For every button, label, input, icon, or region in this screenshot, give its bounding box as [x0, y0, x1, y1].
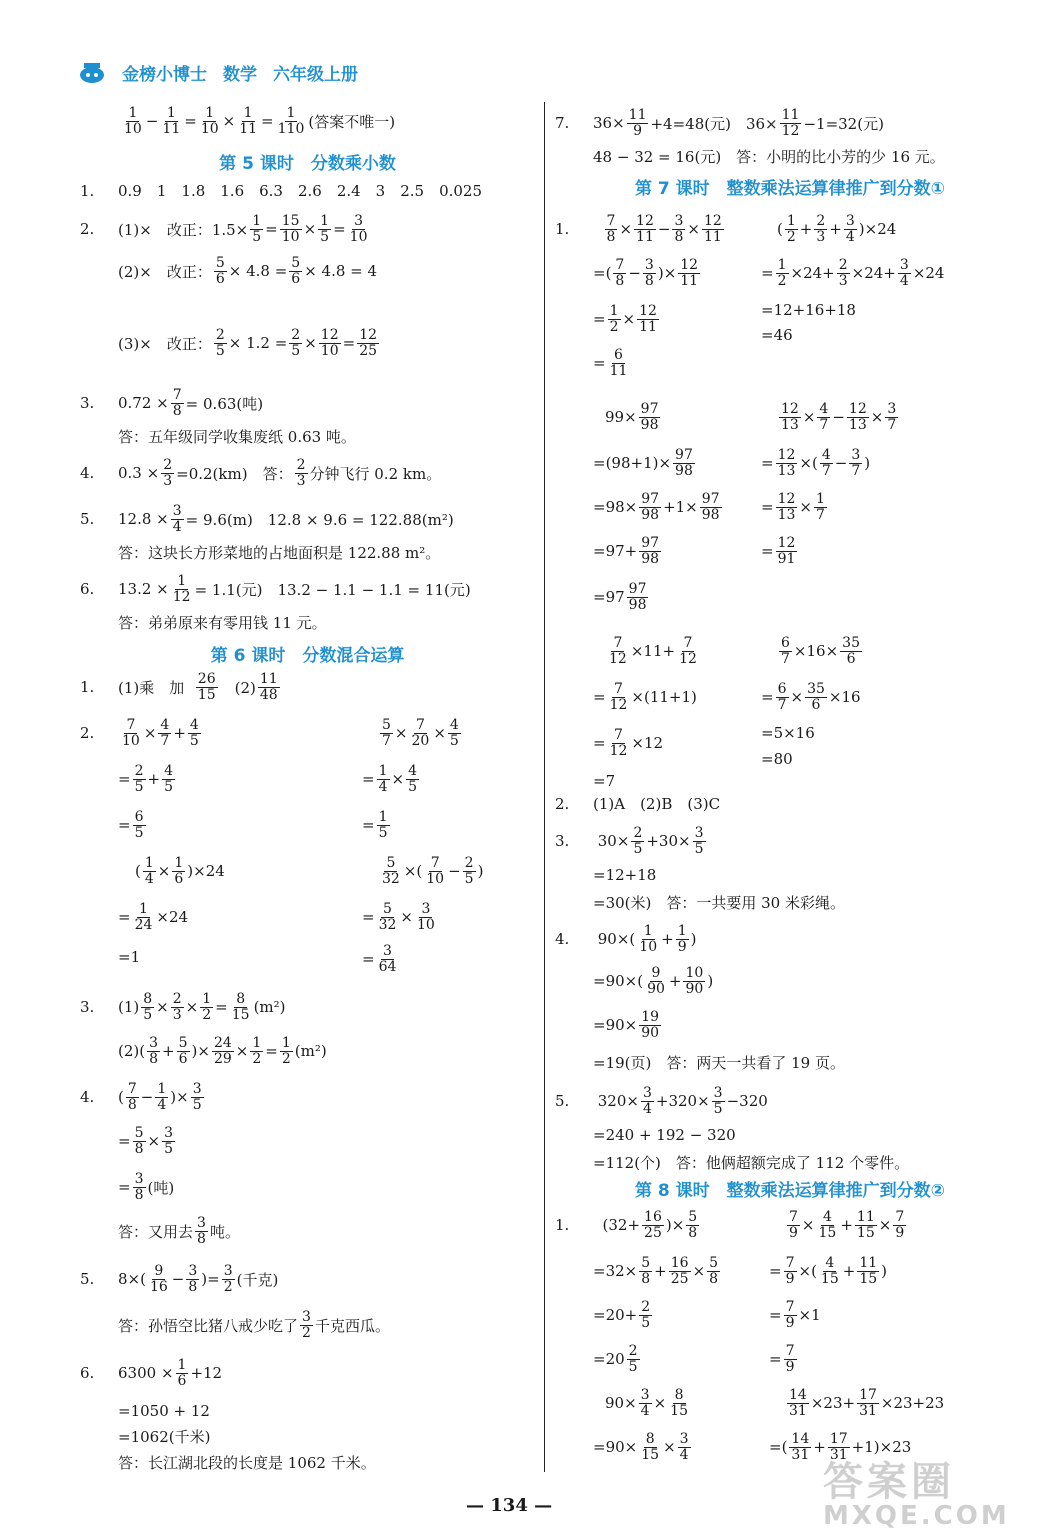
q5-5-ans: 答：这块长方形菜地的占地面积是 122.88 m²。: [118, 544, 441, 562]
grade-name: 六年级上册: [273, 64, 358, 85]
q6-5-ans: 答：孙悟空比猪八戒少吃了 $\frac{3}{2}$ 千克西瓜。: [118, 1309, 390, 1341]
q5-6-ans: 答：弟弟原来有零用钱 11 元。: [118, 614, 327, 632]
q5-2-3: (3)× 改正： $\frac{2}{5}$ × 1.2 = $\frac{2}{5}$ × $\frac{12}{10}$ = $\frac{12}{25}$: [118, 327, 378, 359]
page-number: — 134 —: [466, 1495, 553, 1516]
q5-3-ans: 答：五年级同学收集废纸 0.63 吨。: [118, 428, 356, 446]
answer-page: 金榜小博士 数学 六年级上册 $\frac{1}{10}$ − $\frac{1}{11}$ = $\frac{1}{10}$ × $\frac{1}{11}$ = $\frac{1}{110}$ (答案不唯一) 第 5 课时 分数乘小数 1. 0.9 1 1.8 1.6 6.3 2.6 2.4 3 2.5 0.025 2. (1)× 改正：1.5× $\frac{1}{5}$ = $\frac{15}{10}$ × $\frac{1}{5}$ = $\frac{3}{10}$ (2)× 改正： $\frac{5}{6}$ × 4.8 = $\frac{5}{6}$ × 4.8 = 4 (3)× 改正： $\frac{2}{5}$ × 1.2 = $\frac{2}{5}$ × $\frac{12}{10}$ = $\frac{12}{25}$ 3. 0.72 × $\frac{7}{8}$ = 0.63(吨) 答：五年级同学收集废纸 0.63 吨。 4. 0.3 × $\frac{2}{3}$ =0.2(km) 答： $\frac{2}{3}$ 分钟飞行 0.2 km。 5. 12.8 × $\frac{3}{4}$ = 9.6(m) 12.8 × 9.6 = 122.88(m²) 答：这块长方形菜地的占地面积是 122.88 m²。 6. 13.2 × $\frac{1}{12}$ = 1.1(元) 13.2 − 1.1 − 1.1 = 11(元) 答：弟弟原来有零用钱 11 元。 第 6 课时 分数混合运算 1. (1)乘 加 $\frac{26}{15}$ (2) $\frac{11}{48}$ 2. $\frac{7}{10}$ × $\frac{4}{7}$ + $\frac{4}{5}$ $\frac{5}{7}$ × $\frac{7}{20}$ × $\frac{4}{5}$ = $\frac{2}{5}$ + $\frac{4}{5}$ = $\frac{1}{4}$ × $\frac{4}{5}$ = $\frac{6}{5}$ = $\frac{1}{5}$ ( $\frac{1}{4}$ × $\frac{1}{6}$ )×24 $\frac{5}{32}$ ×( $\frac{7}{10}$ − $\frac{2}{5}$ ) = $\frac{1}{24}$ ×24 = $\frac{5}{32}$ × $\frac{3}{10}$ =1 = $\frac{3}{64}$ 3. (1) $\frac{8}{5}$ × $\frac{2}{3}$ × $\frac{1}{2}$ = $\frac{8}{15}$ (m²) (2)( $\frac{3}{8}$ + $\frac{5}{6}$ )× $\frac{24}{29}$ × $\frac{1}{2}$ = $\frac{1}{2}$ (m²) 4. ( $\frac{7}{8}$ − $\frac{1}{4}$ )× $\frac{3}{5}$ = $\frac{5}{8}$ × $\frac{3}{5}$ = $\frac{3}{8}$ (吨) 答：又用去 $\frac{3}{8}$ 吨。 5. 8×( $\frac{9}{16}$ − $\frac{3}{8}$ )= $\frac{3}{2}$ (千克) 答：孙悟空比猪八戒少吃了 $\frac{3}{2}$ 千克西瓜。 6. 6300 × $\frac{1}{6}$ +12 =1050 + 12 =1062(千米) 答：长江湖北段的长度是 1062 千米。 7. 36× $\frac{11}{9}$ +4=48(元) 36× $\frac{11}{12}$ −1=32(元) 48 − 32 = 16(元) 答：小明的比小芳的少 16 元。 第 7 课时 整数乘法运算律推广到分数① 1. $\frac{7}{8}$ × $\frac{12}{11}$ − $\frac{3}{8}$ × $\frac{12}{11}$ ( $\frac{1}{2}$ + $\frac{2}{3}$ + $\frac{3}{4}$ )×24 =( $\frac{7}{8}$ − $\frac{3}{8}$ )× $\frac{12}{11}$ = $\frac{1}{2}$ ×24+ $\frac{2}{3}$ ×24+ $\frac{3}{4}$ ×24 = $\frac{1}{2}$ × $\frac{12}{11}$ =12+16+18 =46 = $\frac{6}{11}$ 99× $\frac{97}{98}$ $\frac{12}{13}$ × $\frac{4}{7}$ − $\frac{12}{13}$ × $\frac{3}{7}$ =(98+1)× $\frac{97}{98}$ = $\frac{12}{13}$ ×( $\frac{4}{7}$ − $\frac{3}{7}$ ) =98× $\frac{97}{98}$ +1× $\frac{97}{98}$ = $\frac{12}{13}$ × $\frac{1}{7}$ =97+ $\frac{97}{98}$ = $\frac{12}{91}$ =97 $\frac{97}{98}$ $\frac{7}{12}$ ×11+ $\frac{7}{12}$ $\frac{6}{7}$ ×16× $\frac{35}{6}$ = $\frac{7}{12}$ ×(11+1) = $\frac{6}{7}$ × $\frac{35}{6}$ ×16 = $\frac{7}{12}$ ×12 =5×16 =80 =7 2. (1)A (2)B (3)C 3. 30× $\frac{2}{5}$ +30× $\frac{3}{5}$ =12+18 =30(米) 答：一共要用 30 米彩绳。 4. 90×( $\frac{1}{10}$ + $\frac{1}{9}$ ) =90×( $\frac{9}{90}$ + $\frac{10}{90}$ ) =90× $\frac{19}{90}$ =19(页) 答：两天一共看了 19 页。 5. 320× $\frac{3}{4}$ +320× $\frac{3}{5}$ −320 =240 + 192 − 320 =112(个) 答：他俩超额完成了 112 个零件。 第 8 课时 整数乘法运算律推广到分数② 1. (32+ $\frac{16}{25}$ )× $\frac{5}{8}$ $\frac{7}{9}$ × $\frac{4}{15}$ + $\frac{11}{15}$ × $\frac{7}{9}$ =32× $\frac{5}{8}$ + $\frac{16}{25}$ × $\frac{5}{8}$ = $\frac{7}{9}$ ×( $\frac{4}{15}$ + $\frac{11}{15}$ ) =20+ $\frac{2}{5}$ = $\frac{7}{9}$ ×1 =20 $\frac{2}{5}$ = $\frac{7}{9}$ 90× $\frac{3}{4}$ × $\frac{8}{15}$ $\frac{14}{31}$ ×23+ $\frac{17}{31}$ ×23+23 =90× $\frac{8}{15}$ × $\frac{3}{4}$ =( $\frac{14}{31}$ + $\frac{17}{31}$ +1)×23 — 134 — 答案圈 MXQE.COM: [0, 0, 1046, 1536]
q6-2b: $\frac{5}{7}$ × $\frac{7}{20}$ × $\frac{4}{5}$: [382, 717, 459, 749]
section-title-7: 第 7 课时 整数乘法运算律推广到分数①: [634, 179, 946, 199]
q6-3-1: 3. (1) $\frac{8}{5}$ × $\frac{2}{3}$ × $\frac{1}{2}$ = $\frac{8}{15}$ (m²): [80, 991, 286, 1023]
q5-2-1: 2. (1)× 改正：1.5× $\frac{1}{5}$ = $\frac{15}{10}$ × $\frac{1}{5}$ = $\frac{3}{10}$: [80, 213, 368, 245]
section-title-5: 第 5 课时 分数乘小数: [219, 154, 396, 174]
q7-5-ans: =112(个) 答：他俩超额完成了 112 个零件。: [593, 1154, 910, 1172]
q7-4-ans: =19(页) 答：两天一共看了 19 页。: [593, 1054, 845, 1072]
q7-3-ans: =30(米) 答：一共要用 30 米彩绳。: [593, 894, 845, 912]
q5-4: 4. 0.3 × $\frac{2}{3}$ =0.2(km) 答： $\frac{2}{3}$ 分钟飞行 0.2 km。: [80, 457, 442, 489]
q5-3: 3. 0.72 × $\frac{7}{8}$ = 0.63(吨): [80, 387, 264, 419]
q7: 7. 36× $\frac{11}{9}$ +4=48(元) 36× $\frac{11}{12}$ −1=32(元): [555, 107, 884, 139]
q6-4-ans: 答：又用去 $\frac{3}{8}$ 吨。: [118, 1215, 240, 1247]
q5-1: 1. 0.9 1 1.8 1.6 6.3 2.6 2.4 3 2.5 0.025: [80, 181, 483, 200]
q7-1: 1. $\frac{7}{8}$ × $\frac{12}{11}$ − $\frac{3}{8}$ × $\frac{12}{11}$: [555, 213, 722, 245]
q6-6: 6. 6300 × $\frac{1}{6}$ +12: [80, 1357, 223, 1389]
brand-name: 金榜小博士: [122, 64, 207, 85]
q6-6-ans: 答：长江湖北段的长度是 1062 千米。: [118, 1454, 376, 1472]
q6-4: 4. ( $\frac{7}{8}$ − $\frac{1}{4}$ )× $\frac{3}{5}$: [80, 1081, 202, 1113]
continued-line: $\frac{1}{10}$ − $\frac{1}{11}$ = $\frac{1}{10}$ × $\frac{1}{11}$ = $\frac{1}{110}$ (答案不唯一): [124, 105, 396, 137]
q6-3-2: (2)( $\frac{3}{8}$ + $\frac{5}{6}$ )× $\frac{24}{29}$ × $\frac{1}{2}$ = $\frac{1}{2}$ (m²): [118, 1035, 327, 1067]
doctor-mascot-icon: [78, 60, 106, 84]
q7-5: 5. 320× $\frac{3}{4}$ +320× $\frac{3}{5}$ −320: [555, 1085, 768, 1117]
q6-1: 1. (1)乘 加 $\frac{26}{15}$ (2) $\frac{11}{48}$: [80, 671, 278, 703]
page-header: [78, 56, 358, 88]
q6-5: 5. 8×( $\frac{9}{16}$ − $\frac{3}{8}$ )= $\frac{3}{2}$ (千克): [80, 1263, 279, 1295]
q5-6: 6. 13.2 × $\frac{1}{12}$ = 1.1(元) 13.2 − 1.1 − 1.1 = 11(元): [80, 573, 471, 605]
q6-2: 2. $\frac{7}{10}$ × $\frac{4}{7}$ + $\frac{4}{5}$: [80, 717, 199, 749]
watermark: 答案圈 MXQE.COM: [823, 1459, 1010, 1531]
q7-3: 3. 30× $\frac{2}{5}$ +30× $\frac{3}{5}$: [555, 825, 704, 857]
q8-1: 1. (32+ $\frac{16}{25}$ )× $\frac{5}{8}$: [555, 1209, 698, 1241]
q7-4: 4. 90×( $\frac{1}{10}$ + $\frac{1}{9}$ ): [555, 923, 697, 955]
q5-2-2: (2)× 改正： $\frac{5}{6}$ × 4.8 = $\frac{5}{6}$ × 4.8 = 4: [118, 255, 378, 287]
section-title-8: 第 8 课时 整数乘法运算律推广到分数②: [634, 1181, 946, 1201]
note-not-unique: (答案不唯一): [308, 112, 396, 131]
q5-5: 5. 12.8 × $\frac{3}{4}$ = 9.6(m) 12.8 × 9.6 = 122.88(m²): [80, 503, 454, 535]
q7-2: 2. (1)A (2)B (3)C: [555, 794, 721, 813]
subject-name: 数学: [223, 64, 257, 85]
section-title-6: 第 6 课时 分数混合运算: [210, 646, 405, 666]
column-divider: [544, 102, 545, 1472]
q7-ans: 48 − 32 = 16(元) 答：小明的比小芳的少 16 元。: [593, 148, 945, 166]
